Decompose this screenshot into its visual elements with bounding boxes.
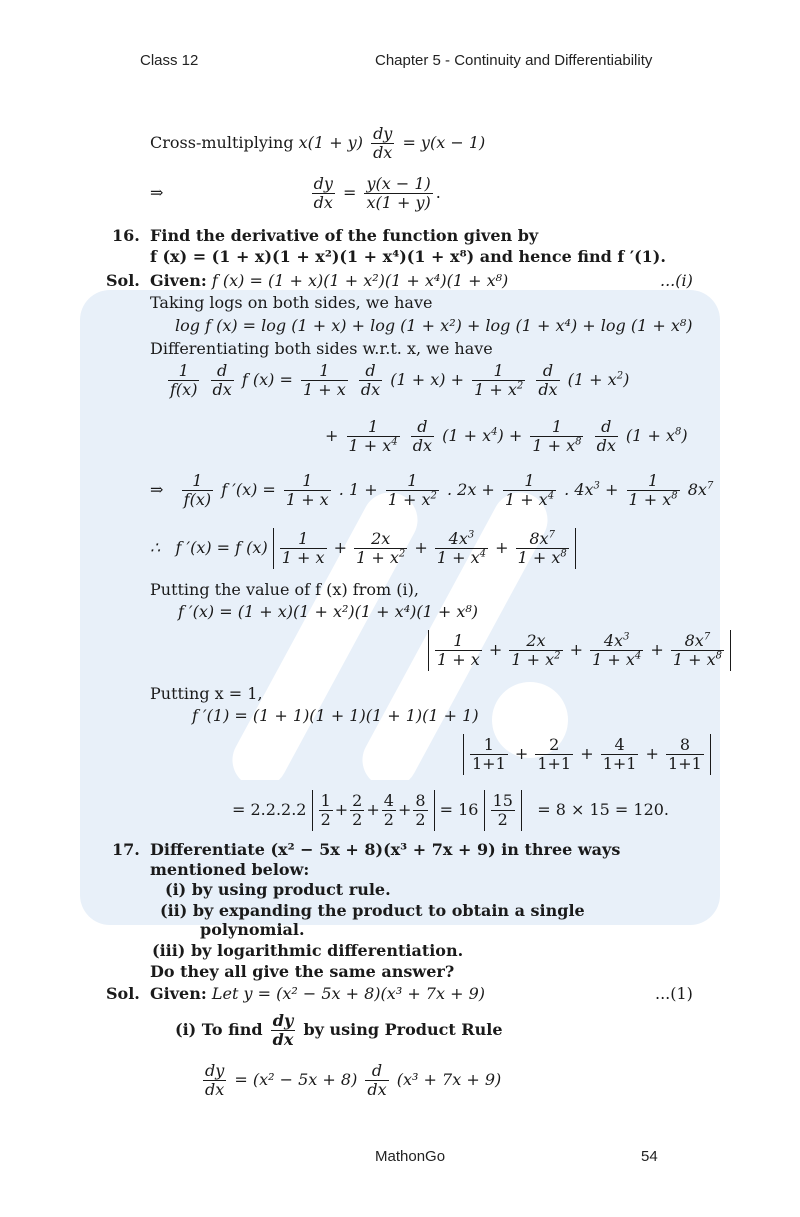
q16-line2: f (x) = (1 + x)(1 + x²)(1 + x⁴)(1 + x⁸) and hence find f ′(1). <box>150 247 666 266</box>
sol16-diff-text: Differentiating both sides w.r.t. x, we have <box>150 339 493 358</box>
q17-option-ii-b: polynomial. <box>200 920 305 939</box>
q17-option-ii-a: (ii) by expanding the product to obtain a single <box>160 901 585 920</box>
sol16-fprime-eq: ⇒ $\frac{1}{f(x)}$ f ′(x) = $\frac{1}{1 + x}$ . 1 + $\frac{1}{1 + x^2}$ . 2x + $\frac{1}{1 + x^4}$ . $4x^3$ + $\frac{1}{1 + x^8}$ $8x^7$ <box>150 471 714 509</box>
sol16-logs-text: Taking logs on both sides, we have <box>150 293 433 312</box>
sol16-bracket-ones: $\frac{1}{1+1}$ + $\frac{2}{1+1}$ + $\frac{4}{1+1}$ + $\frac{8}{1+1}$ <box>463 734 711 775</box>
sol16-putting-value: Putting the value of f (x) from (i), <box>150 580 419 599</box>
q17-line2: mentioned below: <box>150 860 310 879</box>
header-chapter: Chapter 5 - Continuity and Differentiability <box>375 52 653 69</box>
q16-number: 16. <box>112 226 140 245</box>
sol16-log-equation: log f (x) = log (1 + x) + log (1 + x²) + log (1 + x⁴) + log (1 + x⁸) <box>175 316 693 335</box>
sol17-product-rule-eq: $\frac{dy}{dx}$ = (x² − 5x + 8) $\frac{d}{dx}$ (x³ + 7x + 9) <box>205 1061 502 1099</box>
sol16-diff-eq1: $\frac{1}{f(x)}$ $\frac{d}{dx}$ f (x) = $\frac{1}{1 + x}$ $\frac{d}{dx}$ (1 + x) + $\frac{1}{1 + x^2}$ $\frac{d}{dx}$ $(1 + x^2)$ <box>170 361 630 399</box>
sol17-given: Given: Let y = (x² − 5x + 8)(x³ + 7x + 9) <box>150 984 486 1003</box>
page-number: 54 <box>641 1148 658 1165</box>
sol16-bracket-x: $\frac{1}{1 + x}$ + $\frac{2x}{1 + x^2}$ + $\frac{4x^3}{1 + x^4}$ + $\frac{8x^7}{1 + x^8}$ <box>428 630 731 671</box>
q16-line1: Find the derivative of the function given by <box>150 226 539 245</box>
dydx-result-line: ⇒ $\frac{dy}{dx}$ = $\frac{y(x - 1)}{x(1 + y)}$ . <box>150 174 441 212</box>
sol16-putting-x1: Putting x = 1, <box>150 684 263 703</box>
q17-number: 17. <box>112 840 140 859</box>
sol16-therefore-eq: ∴ f ′(x) = f (x) $\frac{1}{1 + x}$ + $\frac{2x}{1 + x^2}$ + $\frac{4x^3}{1 + x^4}$ + $\frac{8x^7}{1 + x^8}$ <box>150 528 576 569</box>
q17-question: Do they all give the same answer? <box>150 962 455 981</box>
q17-line1: Differentiate (x² − 5x + 8)(x³ + 7x + 9) in three ways <box>150 840 621 859</box>
sol16-given: Given: f (x) = (1 + x)(1 + x²)(1 + x⁴)(1 + x⁸) <box>150 271 509 290</box>
sol16-final-result: = 2.2.2.2 $\frac{1}{2}$ + $\frac{2}{2}$ + $\frac{4}{2}$ + $\frac{8}{2}$ = 16 $\frac{15}{2}$ = 8 × 15 = 120. <box>232 791 670 829</box>
sol16-f1-product: f ′(1) = (1 + 1)(1 + 1)(1 + 1)(1 + 1) <box>192 706 479 725</box>
q17-option-i: (i) by using product rule. <box>165 880 391 899</box>
cross-multiply-line: Cross-multiplying x(1 + y) $\frac{dy}{dx}$ = y(x − 1) <box>150 124 486 162</box>
q17-option-iii: (iii) by logarithmic differentiation. <box>152 941 464 960</box>
sol16-ref: ...(i) <box>660 271 693 290</box>
sol16-diff-eq2: + $\frac{1}{1 + x^4}$ $\frac{d}{dx}$ $(1 + x^4)$ + $\frac{1}{1 + x^8}$ $\frac{d}{dx}$ $(1 + x^8)$ <box>325 417 688 455</box>
header-class: Class 12 <box>140 52 199 69</box>
sol17-ref: ...(1) <box>655 984 693 1003</box>
sol17-find-heading: (i) To find $\frac{dy}{dx}$ by using Product Rule <box>175 1011 503 1049</box>
sol16-label: Sol. <box>106 271 140 290</box>
sol17-label: Sol. <box>106 984 140 1003</box>
sol16-fprime-product: f ′(x) = (1 + x)(1 + x²)(1 + x⁴)(1 + x⁸) <box>178 602 479 621</box>
footer-brand: MathonGo <box>375 1148 446 1165</box>
